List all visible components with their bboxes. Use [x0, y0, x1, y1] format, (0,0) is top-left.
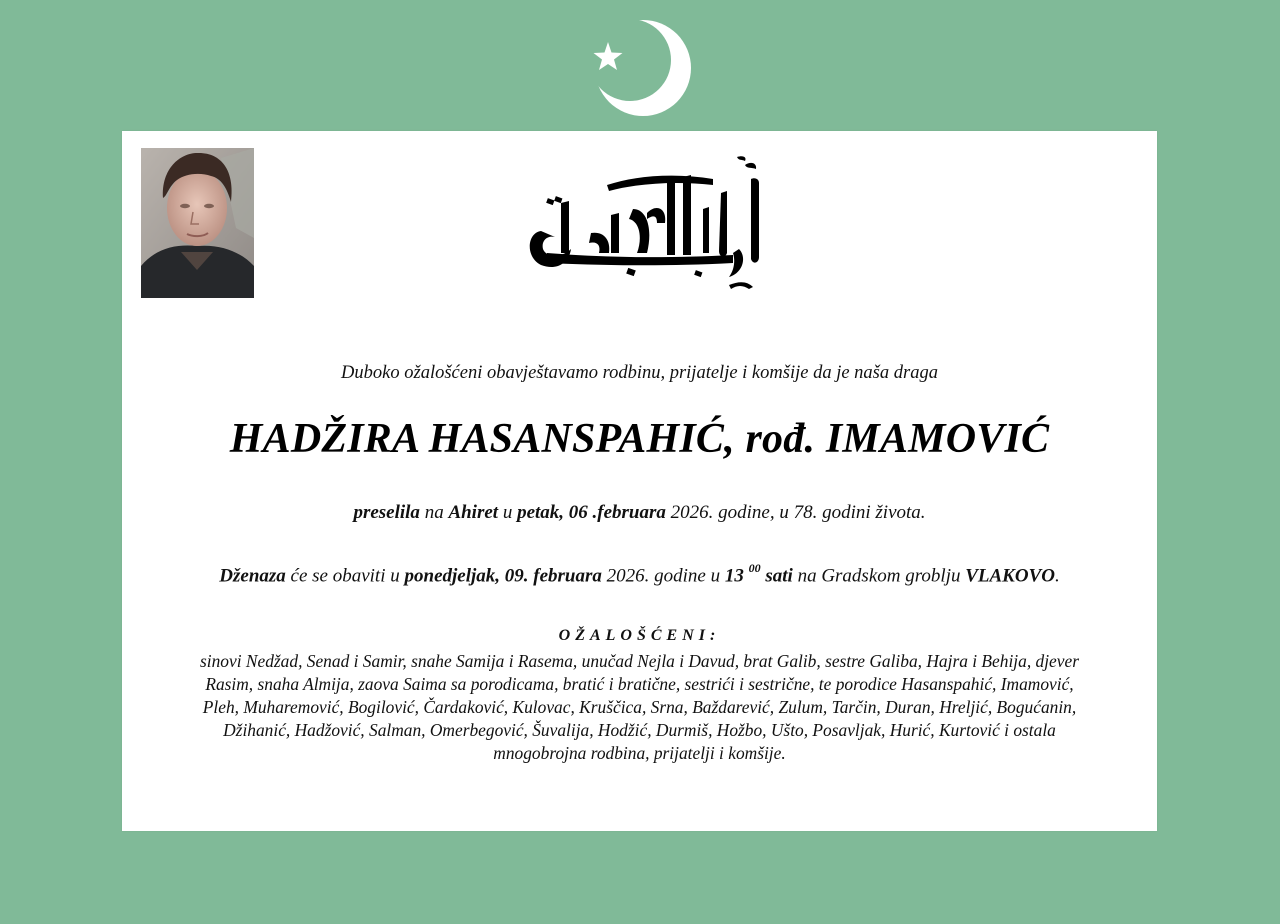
- passing-place: Ahiret: [448, 502, 499, 523]
- mourners-line: mnogobrojna rodbina, prijatelji i komšije.: [493, 743, 786, 763]
- intro-text: Duboko ožalošćeni obavještavamo rodbinu, prijatelje i komšije da je naša draga: [341, 363, 938, 383]
- funeral-hour: 13: [724, 565, 744, 587]
- funeral-sati: sati: [760, 565, 793, 587]
- mourners-list: [146, 650, 1133, 765]
- funeral-word: Dženaza: [219, 565, 286, 587]
- portrait-photo: [141, 148, 254, 298]
- arabic-calligraphy-logo: [507, 153, 787, 293]
- passing-details: preselila na Ahiret u petak, 06 .februara 2026. godine, u 78. godini života.: [353, 502, 926, 523]
- funeral-minutes: 00: [748, 561, 761, 575]
- passing-verb: preselila: [353, 502, 420, 523]
- mourners-line: sinovi Nedžad, Senad i Samir, snahe Samija i Rasema, unučad Nejla i Davud, brat Galib, sestre Galiba, Hajra i Behija, djever: [200, 651, 1079, 671]
- crescent-star-icon: [586, 14, 696, 124]
- mourners-line: Rasim, snaha Almija, zaova Saima sa porodicama, bratić i bratične, sestrići i sestrične, te porodice Hasanspahić, Imamović,: [205, 674, 1074, 694]
- passing-date: petak, 06 .februara: [517, 502, 666, 523]
- deceased-name: HADŽIRA HASANSPAHIĆ, rođ. IMAMOVIĆ: [229, 416, 1050, 462]
- obituary-card: [122, 131, 1157, 831]
- mourners-heading: OŽALOŠĆENI:: [558, 627, 721, 644]
- funeral-date: ponedjeljak, 09. februara: [404, 565, 602, 587]
- cemetery-name: VLAKOVO: [965, 565, 1055, 587]
- mourners-line: Pleh, Muharemović, Bogilović, Čardaković, Kulovac, Kruščica, Srna, Baždarević, Zulum, Tarčin, Duran, Hreljić, Bogućanin,: [202, 697, 1077, 717]
- funeral-details: Dženaza će se obaviti u ponedjeljak, 09. februara 2026. godine u 13 $^{00}$ sati na Gradskom groblju VLAKOVO.: [219, 561, 1060, 587]
- mourners-line: Džihanić, Hadžović, Salman, Omerbegović, Šuvalija, Hodžić, Durmiš, Hožbo, Ušto, Posavljak, Hurić, Kurtović i ostala: [223, 720, 1056, 740]
